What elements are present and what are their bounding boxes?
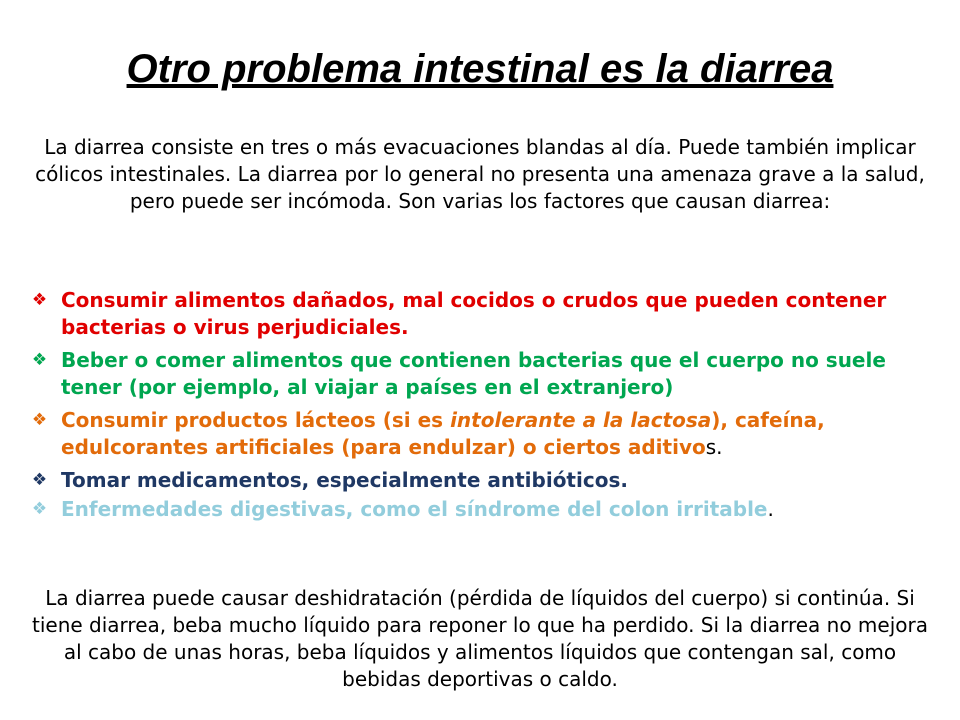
- bullet-text-part: Consumir productos lácteos (si es: [61, 408, 451, 432]
- bullet-text: Tomar medicamentos, especialmente antibióticos.: [61, 468, 628, 492]
- bullet-text: Consumir alimentos dañados, mal cocidos o crudos que pueden contener bacterias o virus perjudiciales.: [61, 288, 887, 339]
- list-item: [28, 496, 934, 523]
- four-diamond-icon: ❖: [31, 350, 47, 370]
- list-item: [28, 287, 934, 341]
- four-diamond-icon: ❖: [31, 410, 47, 430]
- cause-list: [28, 287, 934, 529]
- bullet-text: Beber o comer alimentos que contienen bacterias que el cuerpo no suele tener (por ejemplo, al viajar a países en el extranjero): [61, 348, 886, 399]
- list-item: [28, 407, 934, 461]
- list-item: [28, 347, 934, 401]
- slide-title: Otro problema intestinal es la diarrea: [126, 47, 834, 91]
- four-diamond-icon: ❖: [31, 470, 47, 490]
- bullet-text-trailing: .: [767, 497, 774, 521]
- bullet-text-trailing: s.: [705, 435, 723, 459]
- bullet-text-italic: intolerante a la lactosa: [450, 408, 712, 432]
- four-diamond-icon: ❖: [31, 290, 47, 310]
- list-item: [28, 467, 934, 494]
- bullet-text-part: ), cafeína, edulcorantes artificiales (para endulzar) o ciertos aditivo: [61, 408, 825, 459]
- closing-paragraph: La diarrea puede causar deshidratación (pérdida de líquidos del cuerpo) si continúa. Si tiene diarrea, beba mucho líquido para reponer lo que ha perdido. Si la diarrea no mejora al cabo de unas horas, beba líquidos y alimentos líquidos que contengan sal, como bebidas deportivas o caldo.: [32, 586, 928, 691]
- intro-paragraph: La diarrea consiste en tres o más evacuaciones blandas al día. Puede también implicar cólicos intestinales. La diarrea por lo general no presenta una amenaza grave a la salud, pero puede ser incómoda. Son varias los factores que causan diarrea:: [35, 135, 925, 213]
- bullet-text: Enfermedades digestivas, como el síndrome del colon irritable: [61, 497, 768, 521]
- four-diamond-icon: ❖: [31, 499, 47, 519]
